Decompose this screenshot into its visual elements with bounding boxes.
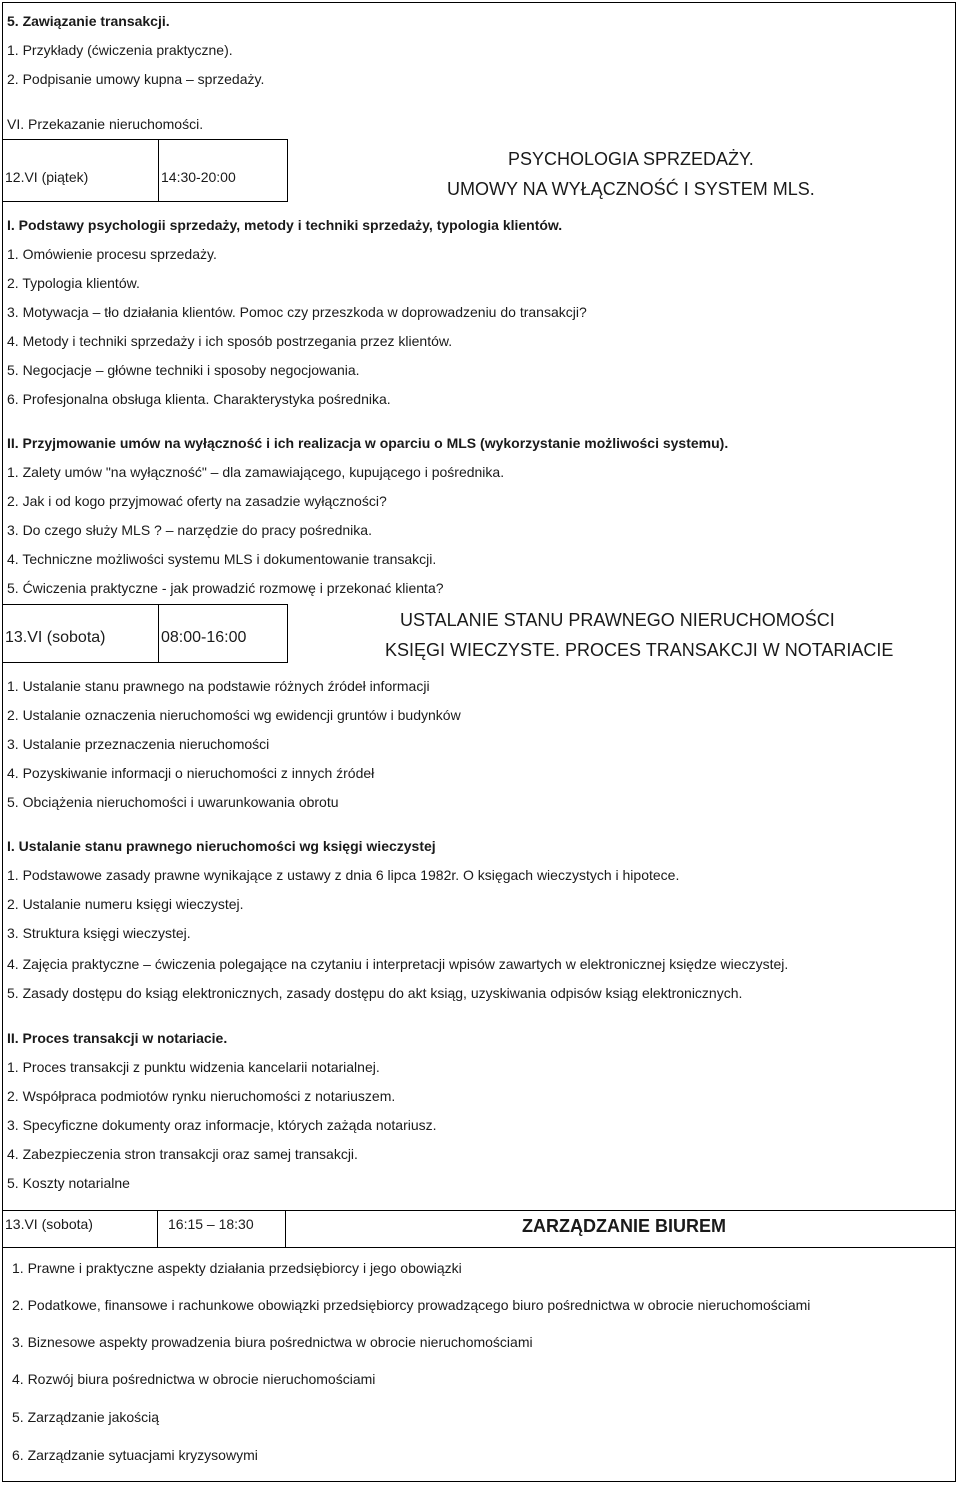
block1-section2-heading: II. Przyjmowanie umów na wyłączność i ich realizacja w oparciu o MLS (wykorzystanie możliwości systemu). xyxy=(7,435,729,451)
list-item: 3. Biznesowe aspekty prowadzenia biura pośrednictwa w obrocie nieruchomościami xyxy=(12,1334,533,1350)
block2-section1-heading: I. Ustalanie stanu prawnego nieruchomości wg księgi wieczystej xyxy=(7,838,436,854)
list-item: 1. Proces transakcji z punktu widzenia kancelarii notarialnej. xyxy=(7,1059,380,1075)
date-cell xyxy=(3,605,159,662)
top-line-3: 2. Podpisanie umowy kupna – sprzedaży. xyxy=(7,71,265,87)
list-item: 6. Profesjonalna obsługa klienta. Charakterystyka pośrednika. xyxy=(7,391,391,407)
list-item: 2. Ustalanie oznaczenia nieruchomości wg ewidencji gruntów i budynków xyxy=(7,707,461,723)
list-item: 5. Ćwiczenia praktyczne - jak prowadzić rozmowę i przekonać klienta? xyxy=(7,580,444,596)
time-cell xyxy=(158,1211,286,1247)
list-item: 6. Zarządzanie sytuacjami kryzysowymi xyxy=(12,1447,258,1463)
list-item: 3. Motywacja – tło działania klientów. Pomoc czy przeszkoda w doprowadzeniu do transakcji? xyxy=(7,304,587,320)
schedule-row-2 xyxy=(3,604,288,663)
list-item: 3. Struktura księgi wieczystej. xyxy=(7,925,191,941)
top-line-2: 1. Przykłady (ćwiczenia praktyczne). xyxy=(7,42,233,58)
block2-section2-heading: II. Proces transakcji w notariacie. xyxy=(7,1030,228,1046)
list-item: 5. Negocjacje – główne techniki i sposoby negocjowania. xyxy=(7,362,360,378)
list-item: 4. Techniczne możliwości systemu MLS i dokumentowanie transakcji. xyxy=(7,551,437,567)
schedule-row-1 xyxy=(3,139,288,202)
list-item: 4. Pozyskiwanie informacji o nieruchomości z innych źródeł xyxy=(7,765,375,781)
top-line-1: 5. Zawiązanie transakcji. xyxy=(7,13,170,29)
session-time: 14:30-20:00 xyxy=(161,169,236,185)
list-item: 2. Ustalanie numeru księgi wieczystej. xyxy=(7,896,244,912)
session-time: 16:15 – 18:30 xyxy=(168,1216,254,1232)
list-item: 5. Zarządzanie jakością xyxy=(12,1409,160,1425)
list-item: 3. Specyficzne dokumenty oraz informacje, których zażąda notariusz. xyxy=(7,1117,437,1133)
block2-title-line1: USTALANIE STANU PRAWNEGO NIERUCHOMOŚCI xyxy=(400,610,835,630)
list-item: 2. Jak i od kogo przyjmować oferty na zasadzie wyłączności? xyxy=(7,493,387,509)
list-item: 1. Zalety umów "na wyłączność" – dla zamawiającego, kupującego i pośrednika. xyxy=(7,464,505,480)
session-date: 13.VI (sobota) xyxy=(5,1216,93,1232)
document-page xyxy=(2,2,956,1482)
time-cell xyxy=(159,605,288,662)
session-date: 13.VI (sobota) xyxy=(5,629,106,646)
list-item: 5. Obciążenia nieruchomości i uwarunkowania obrotu xyxy=(7,794,339,810)
list-item: 2. Typologia klientów. xyxy=(7,275,140,291)
section-vi-heading: VI. Przekazanie nieruchomości. xyxy=(7,116,204,132)
date-cell xyxy=(3,140,159,201)
list-item: 1. Omówienie procesu sprzedaży. xyxy=(7,246,217,262)
list-item: 5. Zasady dostępu do ksiąg elektronicznych, zasady dostępu do akt ksiąg, uzyskiwania odpisów ksiąg elektronicznych. xyxy=(7,985,743,1001)
list-item: 4. Metody i techniki sprzedaży i ich sposób postrzegania przez klientów. xyxy=(7,333,453,349)
list-item: 4. Zabezpieczenia stron transakcji oraz samej transakcji. xyxy=(7,1146,358,1162)
list-item: 2. Współpraca podmiotów rynku nieruchomości z notariuszem. xyxy=(7,1088,396,1104)
time-cell xyxy=(159,140,288,201)
list-item: 1. Ustalanie stanu prawnego na podstawie różnych źródeł informacji xyxy=(7,678,430,694)
list-item: 5. Koszty notarialne xyxy=(7,1175,130,1191)
block1-section1-heading: I. Podstawy psychologii sprzedaży, metody i techniki sprzedaży, typologia klientów. xyxy=(7,217,563,233)
list-item: 4. Rozwój biura pośrednictwa w obrocie nieruchomościami xyxy=(12,1371,376,1387)
session-date: 12.VI (piątek) xyxy=(5,169,89,185)
list-item: 2. Podatkowe, finansowe i rachunkowe obowiązki przedsiębiorcy prowadzącego biuro pośrednictwa w obrocie nieruchomościami xyxy=(12,1297,811,1313)
block3-title: ZARZĄDZANIE BIUREM xyxy=(522,1216,726,1236)
schedule-row-3 xyxy=(3,1210,955,1248)
list-item: 3. Ustalanie przeznaczenia nieruchomości xyxy=(7,736,270,752)
block1-title-line1: PSYCHOLOGIA SPRZEDAŻY. xyxy=(508,149,754,169)
date-cell xyxy=(3,1211,158,1247)
block1-title-line2: UMOWY NA WYŁĄCZNOŚĆ I SYSTEM MLS. xyxy=(447,179,815,199)
list-item: 3. Do czego służy MLS ? – narzędzie do pracy pośrednika. xyxy=(7,522,372,538)
session-time: 08:00-16:00 xyxy=(161,629,247,646)
block2-title-line2: KSIĘGI WIECZYSTE. PROCES TRANSAKCJI W NOTARIACIE xyxy=(385,640,894,660)
list-item: 4. Zajęcia praktyczne – ćwiczenia polegające na czytaniu i interpretacji wpisów zawartych w elektronicznej księdze wieczystej. xyxy=(7,956,789,972)
list-item: 1. Prawne i praktyczne aspekty działania przedsiębiorcy i jego obowiązki xyxy=(12,1260,462,1276)
list-item: 1. Podstawowe zasady prawne wynikające z ustawy z dnia 6 lipca 1982r. O księgach wieczystych i hipotece. xyxy=(7,867,680,883)
